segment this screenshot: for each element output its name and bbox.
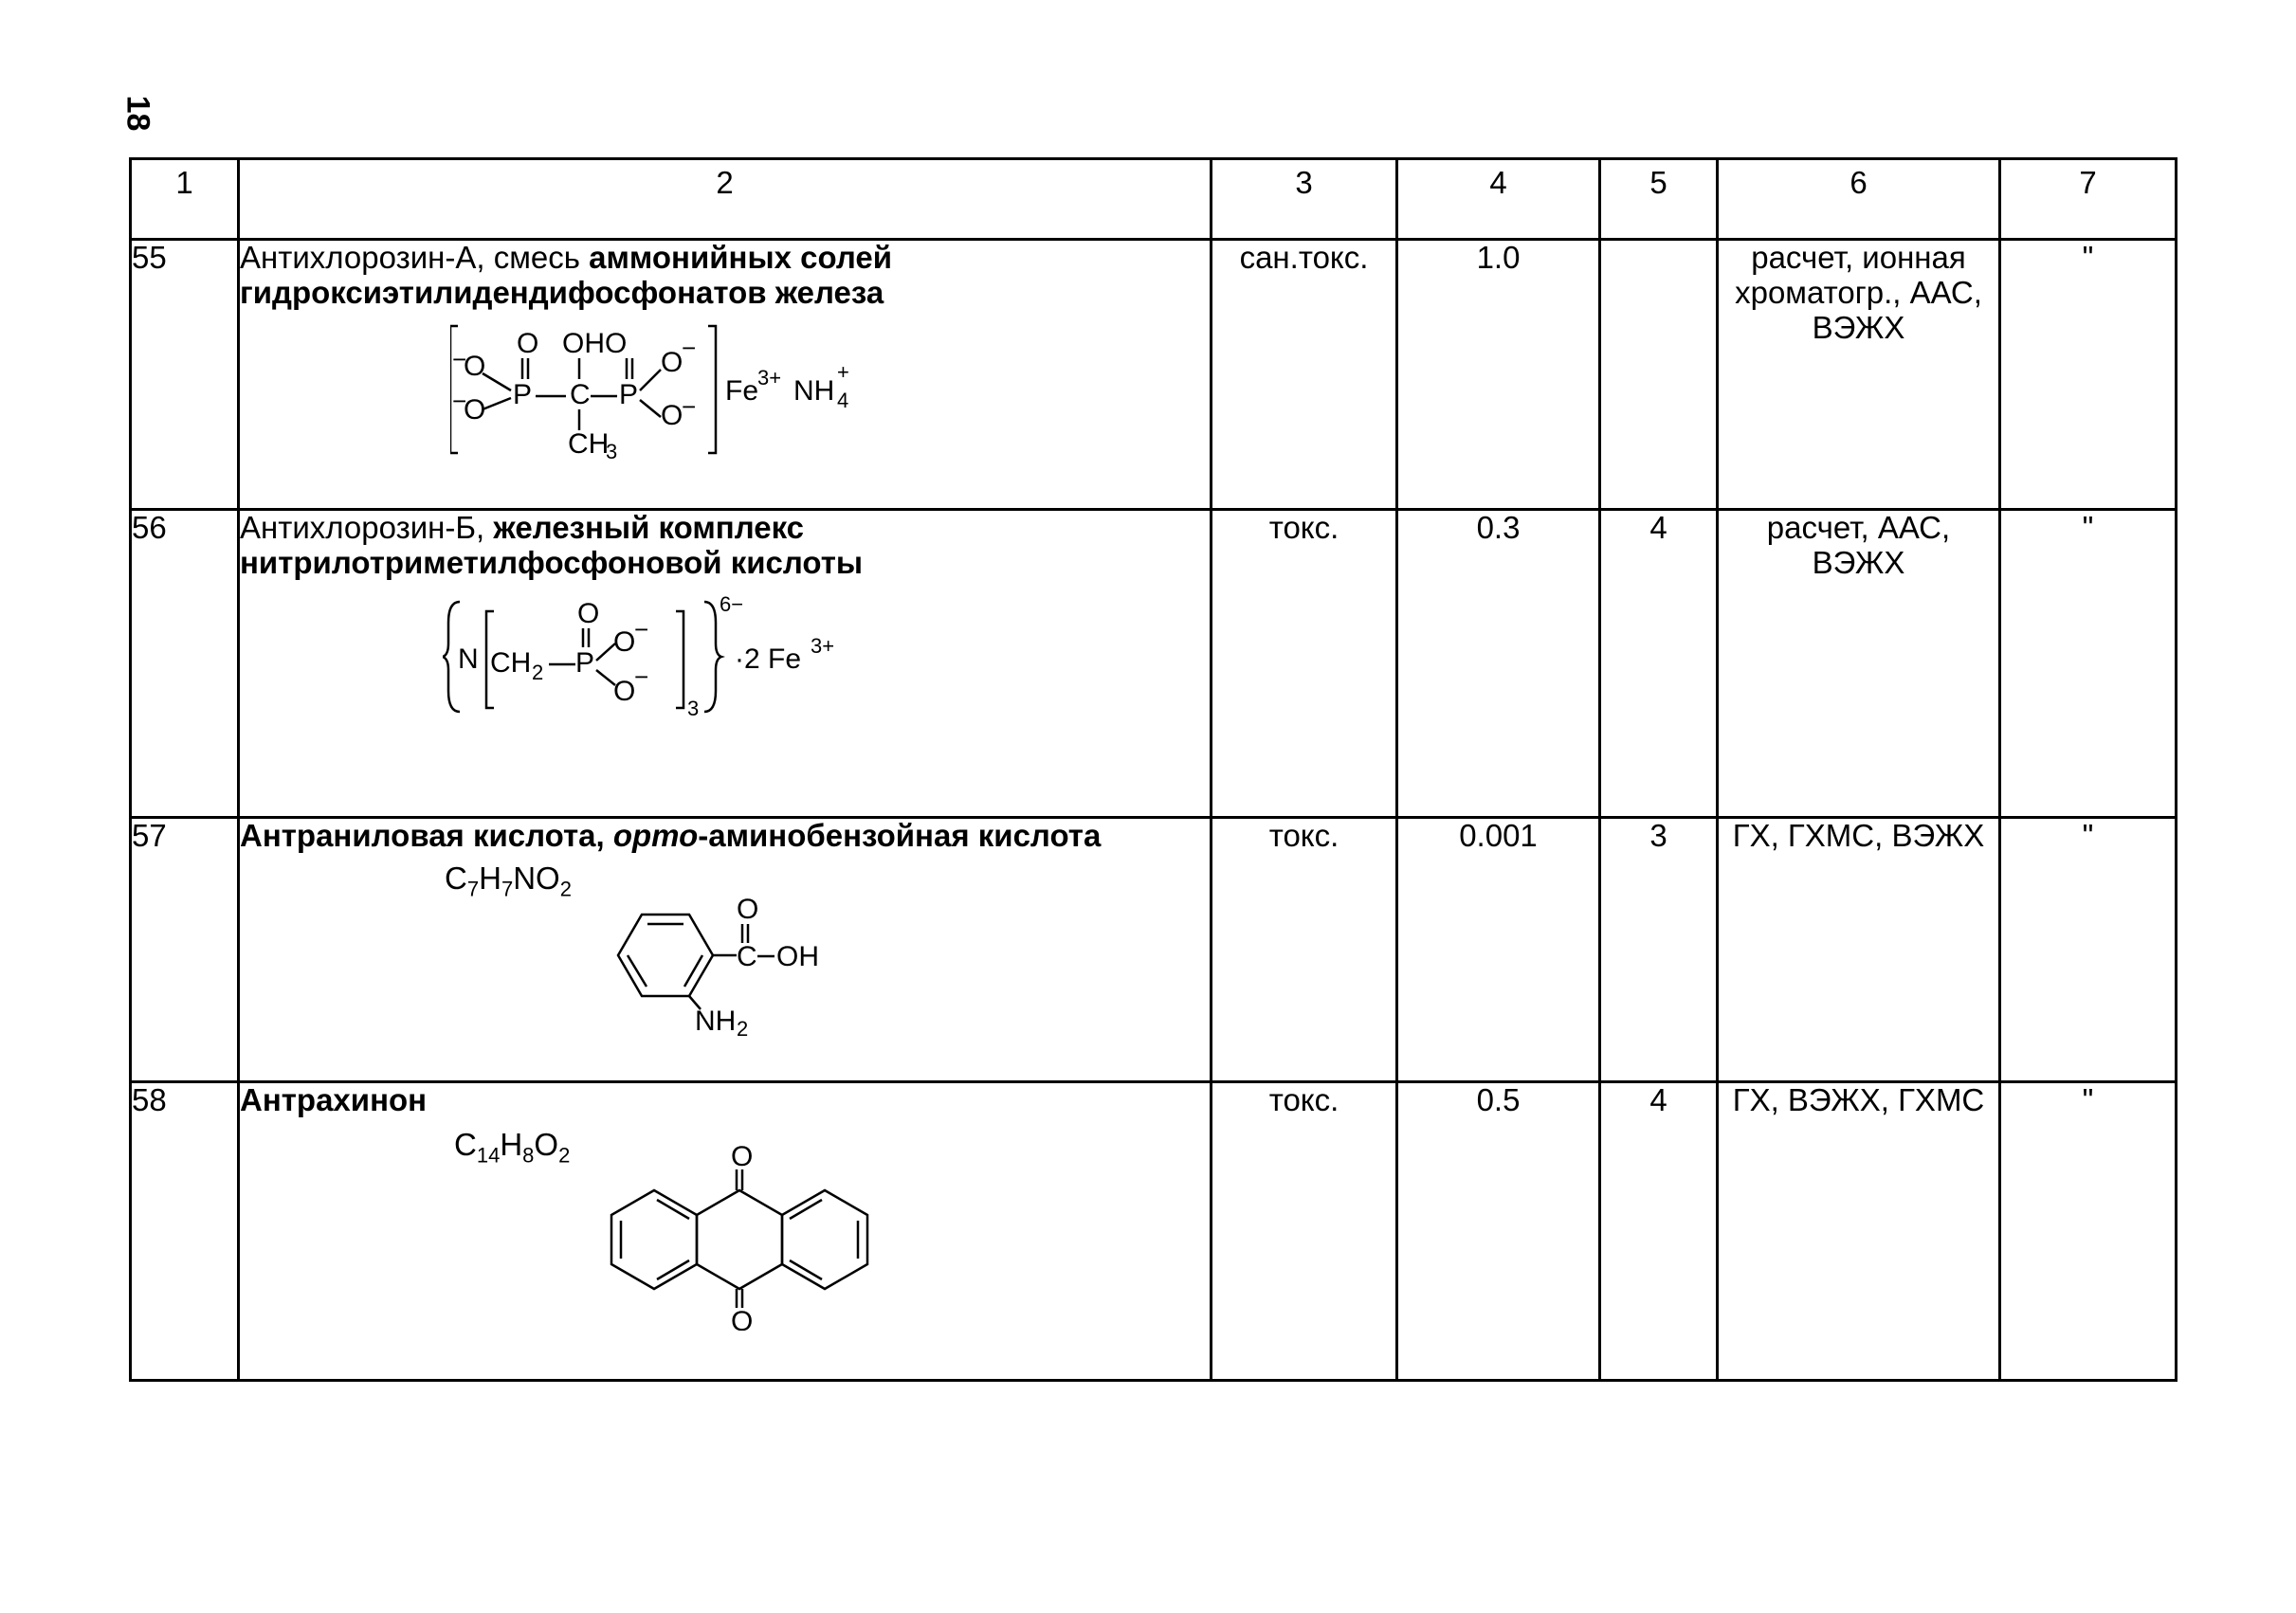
atom-o: O bbox=[613, 675, 636, 707]
hazard-cell: токс. bbox=[1212, 818, 1397, 1082]
header-col-2: 2 bbox=[239, 159, 1212, 240]
neg-charge: − bbox=[452, 344, 467, 373]
atom-n: N bbox=[458, 643, 479, 675]
neg-charge: − bbox=[682, 333, 697, 362]
hazard-cell: сан.токс. bbox=[1212, 240, 1397, 510]
table-row bbox=[131, 1082, 2177, 1381]
substance-name bbox=[240, 511, 1210, 581]
header-col-1: 1 bbox=[131, 159, 239, 240]
substance-cell bbox=[239, 510, 1212, 818]
table-row bbox=[131, 510, 2177, 818]
header-col-5: 5 bbox=[1600, 159, 1718, 240]
value-cell: 0.3 bbox=[1397, 510, 1600, 818]
svg-text:3+: 3+ bbox=[811, 633, 835, 658]
header-row bbox=[131, 159, 2177, 240]
substance-name bbox=[240, 241, 1210, 311]
atom-p: P bbox=[619, 378, 639, 410]
table-row bbox=[131, 818, 2177, 1082]
substance-cell bbox=[239, 818, 1212, 1082]
atom-o: O bbox=[661, 346, 683, 378]
atom-o: O bbox=[731, 1141, 754, 1173]
iron-ion: ·2 Fe bbox=[735, 643, 802, 675]
row-number: 56 bbox=[131, 510, 239, 818]
value-cell: 1.0 bbox=[1397, 240, 1600, 510]
charge-6minus: 6− bbox=[720, 593, 744, 616]
name-bold: Антраниловая кислота, bbox=[240, 818, 613, 853]
neg-charge: − bbox=[452, 386, 467, 415]
header-col-4: 4 bbox=[1397, 159, 1600, 240]
atom-oh: OHO bbox=[562, 327, 628, 359]
atom-o: O bbox=[613, 625, 636, 658]
name-plain: Антихлорозин-А, смесь bbox=[240, 240, 590, 275]
atom-o: O bbox=[517, 327, 539, 359]
substances-table bbox=[129, 157, 2178, 1382]
atom-o: O bbox=[731, 1306, 754, 1332]
atom-o: O bbox=[464, 393, 486, 426]
method-cell: расчет, ААС, ВЭЖХ bbox=[1718, 510, 2000, 818]
row-number: 57 bbox=[131, 818, 239, 1082]
name-bold: Антрахинон bbox=[240, 1082, 428, 1117]
svg-text:2: 2 bbox=[532, 660, 544, 684]
class-cell: 4 bbox=[1600, 510, 1718, 818]
ammonium-ion: NH bbox=[793, 374, 835, 407]
header-col-6: 6 bbox=[1718, 159, 2000, 240]
atom-o: O bbox=[661, 399, 683, 431]
name-bold: -аминобензойная кислота bbox=[698, 818, 1102, 853]
atom-c: C bbox=[737, 941, 757, 973]
group-ch3: CH bbox=[568, 427, 610, 460]
method-cell: ГХ, ВЭЖХ, ГХМС bbox=[1718, 1082, 2000, 1381]
ditto-cell: " bbox=[2000, 1082, 2177, 1381]
atom-o: O bbox=[464, 350, 486, 382]
neg-charge: − bbox=[634, 614, 649, 643]
header-col-7: 7 bbox=[2000, 159, 2177, 240]
group-oh: OH bbox=[776, 941, 819, 973]
substance-cell bbox=[239, 240, 1212, 510]
substance-name bbox=[240, 1083, 1210, 1118]
molecular-formula: $C_7H_7NO_2$ bbox=[445, 860, 572, 901]
substance-cell bbox=[239, 1082, 1212, 1381]
neg-charge: − bbox=[682, 391, 697, 421]
row-number: 55 bbox=[131, 240, 239, 510]
page-number: 18 bbox=[119, 95, 156, 132]
atom-p: P bbox=[513, 378, 533, 410]
svg-text:4: 4 bbox=[837, 388, 849, 412]
iron-ion: Fe bbox=[725, 374, 759, 407]
ditto-cell: " bbox=[2000, 818, 2177, 1082]
class-cell: 3 bbox=[1600, 818, 1718, 1082]
name-bold: аммонийных солей гидроксиэтилидендифосфонатов железа bbox=[240, 240, 893, 310]
hazard-cell: токс. bbox=[1212, 510, 1397, 818]
atom-c: C bbox=[570, 378, 591, 410]
row-number: 58 bbox=[131, 1082, 239, 1381]
atom-o: O bbox=[737, 896, 759, 926]
svg-text:3+: 3+ bbox=[757, 365, 782, 390]
substance-name bbox=[240, 819, 1210, 854]
svg-text:+: + bbox=[837, 359, 849, 384]
ditto-cell: " bbox=[2000, 510, 2177, 818]
structure-antichlorosin-a bbox=[450, 318, 886, 461]
name-bold: железный комплекс нитрилотриметилфосфоновой кислоты bbox=[240, 510, 864, 580]
name-plain: Антихлорозин-Б, bbox=[240, 510, 494, 545]
molecular-formula: $C_{14}H_8O_2$ bbox=[454, 1126, 571, 1168]
neg-charge: − bbox=[634, 662, 649, 691]
structure-anthranilic-acid bbox=[594, 896, 860, 1038]
svg-text:2: 2 bbox=[737, 1017, 749, 1039]
svg-text:3: 3 bbox=[606, 439, 618, 461]
atom-o: O bbox=[577, 597, 600, 629]
value-cell: 0.5 bbox=[1397, 1082, 1600, 1381]
group-ch2: CH bbox=[490, 646, 532, 679]
method-cell: расчет, ионная хроматогр., ААС, ВЭЖХ bbox=[1718, 240, 2000, 510]
group-nh2: NH bbox=[695, 1006, 737, 1038]
ditto-cell: " bbox=[2000, 240, 2177, 510]
class-cell: 4 bbox=[1600, 1082, 1718, 1381]
structure-anthraquinone bbox=[600, 1141, 884, 1331]
table-row bbox=[131, 240, 2177, 510]
atom-p: P bbox=[575, 646, 595, 679]
structure-antichlorosin-b bbox=[443, 594, 860, 717]
value-cell: 0.001 bbox=[1397, 818, 1600, 1082]
header-col-3: 3 bbox=[1212, 159, 1397, 240]
method-cell: ГХ, ГХМС, ВЭЖХ bbox=[1718, 818, 2000, 1082]
svg-text:3: 3 bbox=[687, 696, 700, 717]
name-italic: орто bbox=[612, 818, 699, 853]
hazard-cell: токс. bbox=[1212, 1082, 1397, 1381]
class-cell bbox=[1600, 240, 1718, 510]
